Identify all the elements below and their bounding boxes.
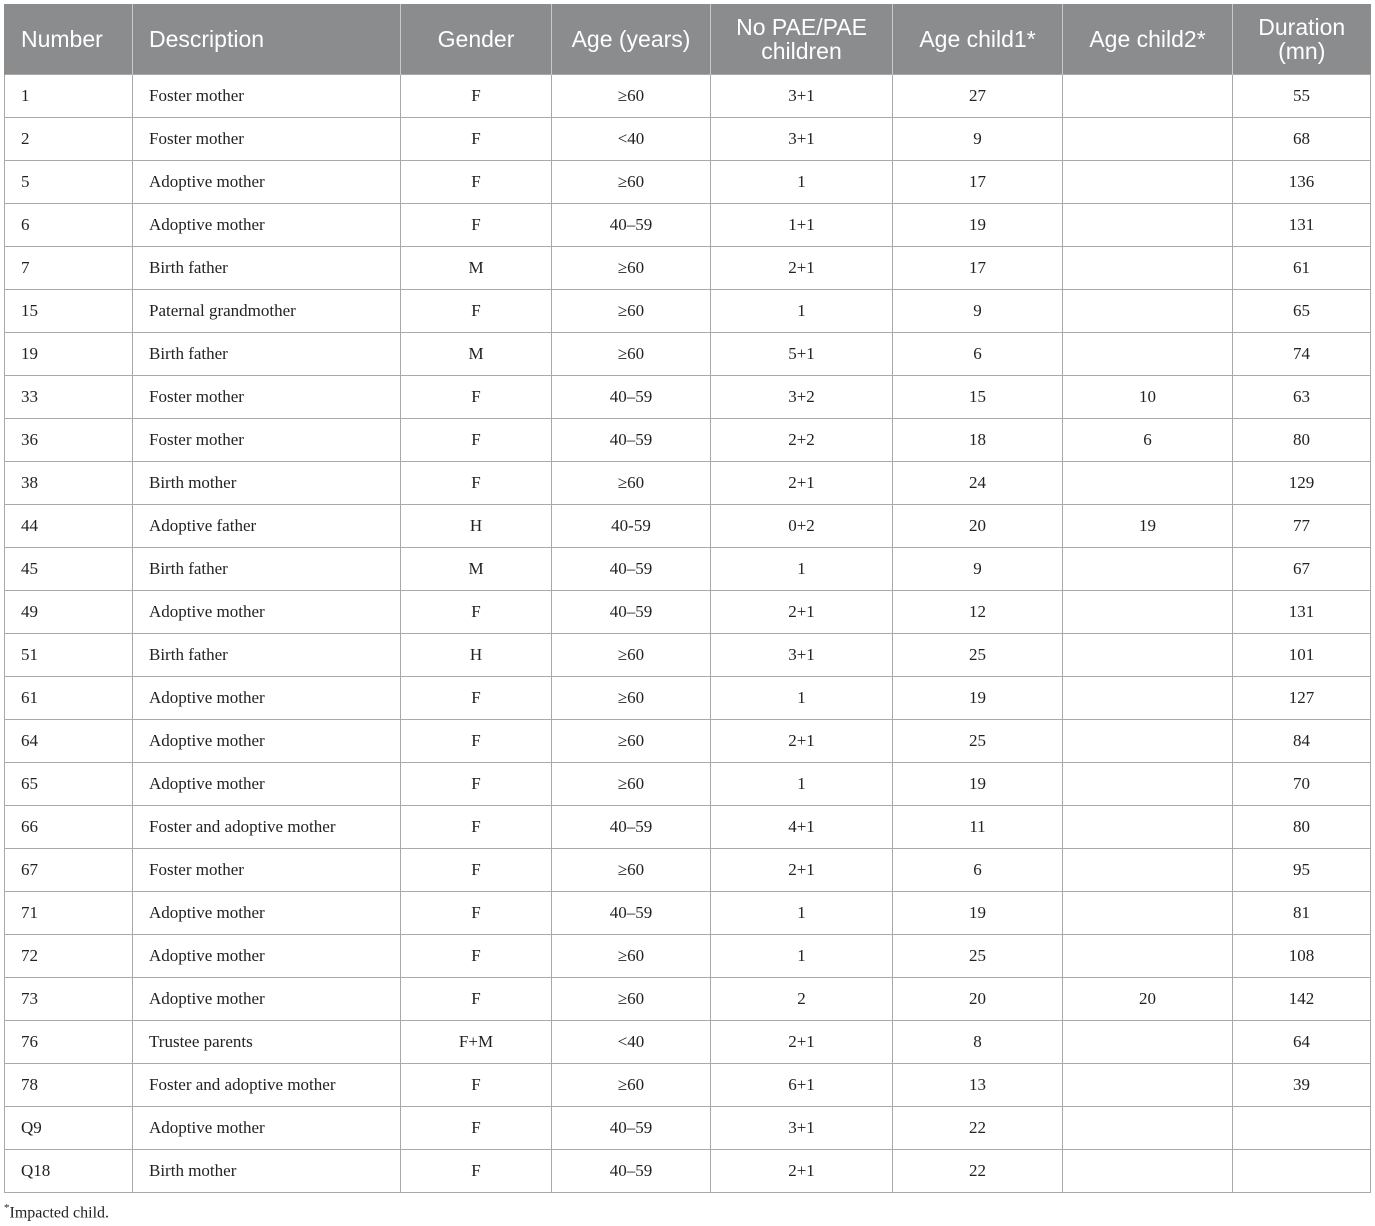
cell-gender: F <box>401 290 552 333</box>
cell-age: ≥60 <box>552 935 711 978</box>
cell-duration: 64 <box>1233 1021 1371 1064</box>
cell-age-child2 <box>1063 935 1233 978</box>
cell-age-child2 <box>1063 763 1233 806</box>
cell-age: ≥60 <box>552 75 711 118</box>
table-row <box>5 1064 1371 1107</box>
cell-age-child2 <box>1063 1064 1233 1107</box>
cell-number: 33 <box>5 376 133 419</box>
cell-gender: F <box>401 1064 552 1107</box>
column-header-number: Number <box>5 4 133 75</box>
cell-pae-children: 3+2 <box>711 376 893 419</box>
cell-duration: 77 <box>1233 505 1371 548</box>
column-header-duration: Duration (mn) <box>1233 4 1371 75</box>
cell-duration: 39 <box>1233 1064 1371 1107</box>
cell-age: ≥60 <box>552 763 711 806</box>
cell-age-child1: 9 <box>893 548 1063 591</box>
cell-age-child1: 27 <box>893 75 1063 118</box>
cell-pae-children: 0+2 <box>711 505 893 548</box>
cell-number: 78 <box>5 1064 133 1107</box>
cell-age-child2 <box>1063 204 1233 247</box>
cell-age-child2 <box>1063 290 1233 333</box>
cell-number: 6 <box>5 204 133 247</box>
cell-age: ≥60 <box>552 333 711 376</box>
cell-age-child2: 10 <box>1063 376 1233 419</box>
cell-pae-children: 3+1 <box>711 75 893 118</box>
cell-description: Foster mother <box>133 118 401 161</box>
cell-number: 44 <box>5 505 133 548</box>
cell-age: ≥60 <box>552 161 711 204</box>
cell-age-child1: 6 <box>893 333 1063 376</box>
cell-age: 40–59 <box>552 806 711 849</box>
column-header-age-child2: Age child2* <box>1063 4 1233 75</box>
cell-number: 15 <box>5 290 133 333</box>
cell-description: Adoptive mother <box>133 204 401 247</box>
cell-age-child2 <box>1063 634 1233 677</box>
cell-age-child1: 25 <box>893 634 1063 677</box>
cell-gender: F <box>401 75 552 118</box>
cell-description: Birth father <box>133 247 401 290</box>
table-row <box>5 763 1371 806</box>
cell-age-child1: 19 <box>893 677 1063 720</box>
cell-age: ≥60 <box>552 462 711 505</box>
cell-gender: F <box>401 978 552 1021</box>
cell-age-child2 <box>1063 1107 1233 1150</box>
cell-gender: F+M <box>401 1021 552 1064</box>
cell-gender: H <box>401 634 552 677</box>
cell-duration: 129 <box>1233 462 1371 505</box>
cell-duration: 65 <box>1233 290 1371 333</box>
column-header-gender: Gender <box>401 4 552 75</box>
cell-gender: H <box>401 505 552 548</box>
cell-gender: F <box>401 419 552 462</box>
cell-number: Q18 <box>5 1150 133 1193</box>
cell-duration: 95 <box>1233 849 1371 892</box>
cell-description: Adoptive mother <box>133 763 401 806</box>
cell-pae-children: 2+1 <box>711 720 893 763</box>
cell-gender: F <box>401 591 552 634</box>
cell-duration: 80 <box>1233 419 1371 462</box>
cell-pae-children: 2+1 <box>711 591 893 634</box>
cell-number: 38 <box>5 462 133 505</box>
cell-age-child2: 6 <box>1063 419 1233 462</box>
table-body <box>5 75 1371 1193</box>
cell-gender: M <box>401 548 552 591</box>
cell-age-child1: 25 <box>893 720 1063 763</box>
cell-age: <40 <box>552 118 711 161</box>
cell-age: ≥60 <box>552 1064 711 1107</box>
table-row <box>5 290 1371 333</box>
cell-age: 40–59 <box>552 376 711 419</box>
cell-gender: M <box>401 333 552 376</box>
table-header <box>5 4 1371 75</box>
cell-pae-children: 1 <box>711 677 893 720</box>
cell-duration: 67 <box>1233 548 1371 591</box>
table-row <box>5 978 1371 1021</box>
cell-description: Foster and adoptive mother <box>133 1064 401 1107</box>
cell-number: Q9 <box>5 1107 133 1150</box>
cell-age: ≥60 <box>552 849 711 892</box>
cell-age-child2 <box>1063 806 1233 849</box>
footnote-text: Impacted child. <box>9 1204 110 1222</box>
column-header-age-child1: Age child1* <box>893 4 1063 75</box>
cell-age: 40-59 <box>552 505 711 548</box>
cell-number: 76 <box>5 1021 133 1064</box>
cell-duration: 101 <box>1233 634 1371 677</box>
cell-description: Foster mother <box>133 75 401 118</box>
cell-gender: F <box>401 935 552 978</box>
cell-age: 40–59 <box>552 204 711 247</box>
cell-age-child1: 9 <box>893 118 1063 161</box>
cell-description: Adoptive mother <box>133 161 401 204</box>
cell-number: 36 <box>5 419 133 462</box>
data-table-container <box>4 4 1370 1193</box>
cell-description: Adoptive mother <box>133 1107 401 1150</box>
table-row <box>5 806 1371 849</box>
table-row <box>5 1021 1371 1064</box>
cell-description: Birth father <box>133 548 401 591</box>
cell-age-child1: 17 <box>893 161 1063 204</box>
cell-age-child2 <box>1063 677 1233 720</box>
cell-number: 2 <box>5 118 133 161</box>
cell-age-child1: 20 <box>893 505 1063 548</box>
cell-gender: F <box>401 849 552 892</box>
cell-gender: F <box>401 1150 552 1193</box>
cell-age-child1: 22 <box>893 1150 1063 1193</box>
cell-number: 7 <box>5 247 133 290</box>
cell-age-child2 <box>1063 849 1233 892</box>
cell-number: 65 <box>5 763 133 806</box>
cell-gender: F <box>401 806 552 849</box>
cell-age: 40–59 <box>552 892 711 935</box>
cell-age-child1: 20 <box>893 978 1063 1021</box>
cell-age-child2 <box>1063 720 1233 763</box>
cell-gender: F <box>401 892 552 935</box>
cell-age-child1: 15 <box>893 376 1063 419</box>
cell-pae-children: 5+1 <box>711 333 893 376</box>
cell-age-child2 <box>1063 118 1233 161</box>
cell-age-child2 <box>1063 548 1233 591</box>
footnote-marker: * <box>4 1202 10 1214</box>
table-row <box>5 548 1371 591</box>
table-row <box>5 634 1371 677</box>
cell-number: 73 <box>5 978 133 1021</box>
cell-pae-children: 2+1 <box>711 1150 893 1193</box>
cell-description: Adoptive mother <box>133 892 401 935</box>
cell-gender: M <box>401 247 552 290</box>
cell-age: ≥60 <box>552 677 711 720</box>
cell-description: Birth father <box>133 333 401 376</box>
cell-age: 40–59 <box>552 591 711 634</box>
table-row <box>5 462 1371 505</box>
cell-number: 72 <box>5 935 133 978</box>
table-row <box>5 376 1371 419</box>
table-row <box>5 935 1371 978</box>
table-row <box>5 161 1371 204</box>
cell-pae-children: 1 <box>711 763 893 806</box>
cell-age: <40 <box>552 1021 711 1064</box>
cell-number: 61 <box>5 677 133 720</box>
cell-duration: 80 <box>1233 806 1371 849</box>
cell-age-child1: 12 <box>893 591 1063 634</box>
cell-description: Paternal grandmother <box>133 290 401 333</box>
column-header-pae-children: No PAE/PAE children <box>711 4 893 75</box>
cell-duration: 55 <box>1233 75 1371 118</box>
cell-number: 1 <box>5 75 133 118</box>
table-row <box>5 505 1371 548</box>
cell-gender: F <box>401 161 552 204</box>
cell-gender: F <box>401 720 552 763</box>
cell-age-child1: 9 <box>893 290 1063 333</box>
cell-duration: 63 <box>1233 376 1371 419</box>
column-header-age: Age (years) <box>552 4 711 75</box>
cell-number: 64 <box>5 720 133 763</box>
cell-pae-children: 2+2 <box>711 419 893 462</box>
table-row <box>5 419 1371 462</box>
cell-pae-children: 4+1 <box>711 806 893 849</box>
table-row <box>5 849 1371 892</box>
cell-age-child1: 19 <box>893 892 1063 935</box>
cell-age-child1: 18 <box>893 419 1063 462</box>
cell-description: Birth mother <box>133 462 401 505</box>
cell-age-child1: 8 <box>893 1021 1063 1064</box>
cell-duration <box>1233 1107 1371 1150</box>
cell-number: 71 <box>5 892 133 935</box>
cell-duration: 61 <box>1233 247 1371 290</box>
cell-description: Foster mother <box>133 419 401 462</box>
cell-duration: 131 <box>1233 204 1371 247</box>
cell-age-child1: 25 <box>893 935 1063 978</box>
cell-duration: 131 <box>1233 591 1371 634</box>
cell-pae-children: 1 <box>711 290 893 333</box>
table-row <box>5 720 1371 763</box>
cell-age-child2: 20 <box>1063 978 1233 1021</box>
cell-age-child1: 24 <box>893 462 1063 505</box>
cell-age-child1: 19 <box>893 763 1063 806</box>
cell-duration: 108 <box>1233 935 1371 978</box>
cell-description: Foster mother <box>133 376 401 419</box>
cell-description: Foster mother <box>133 849 401 892</box>
cell-age: 40–59 <box>552 548 711 591</box>
cell-description: Birth mother <box>133 1150 401 1193</box>
table-row <box>5 1107 1371 1150</box>
cell-pae-children: 1 <box>711 935 893 978</box>
table-row <box>5 204 1371 247</box>
cell-age-child1: 22 <box>893 1107 1063 1150</box>
cell-description: Foster and adoptive mother <box>133 806 401 849</box>
cell-number: 66 <box>5 806 133 849</box>
cell-age-child1: 13 <box>893 1064 1063 1107</box>
cell-number: 67 <box>5 849 133 892</box>
cell-pae-children: 3+1 <box>711 118 893 161</box>
cell-description: Birth father <box>133 634 401 677</box>
table-row <box>5 1150 1371 1193</box>
cell-age: ≥60 <box>552 247 711 290</box>
cell-age-child2 <box>1063 1150 1233 1193</box>
cell-age-child2 <box>1063 247 1233 290</box>
table-row <box>5 333 1371 376</box>
cell-duration: 70 <box>1233 763 1371 806</box>
cell-duration <box>1233 1150 1371 1193</box>
cell-pae-children: 1+1 <box>711 204 893 247</box>
cell-description: Trustee parents <box>133 1021 401 1064</box>
header-row <box>5 4 1371 75</box>
cell-pae-children: 1 <box>711 161 893 204</box>
cell-description: Adoptive mother <box>133 935 401 978</box>
cell-pae-children: 2+1 <box>711 247 893 290</box>
cell-age: ≥60 <box>552 290 711 333</box>
cell-duration: 84 <box>1233 720 1371 763</box>
cell-age-child1: 19 <box>893 204 1063 247</box>
cell-age-child2: 19 <box>1063 505 1233 548</box>
cell-number: 19 <box>5 333 133 376</box>
cell-duration: 81 <box>1233 892 1371 935</box>
cell-age: ≥60 <box>552 978 711 1021</box>
cell-gender: F <box>401 376 552 419</box>
cell-description: Adoptive father <box>133 505 401 548</box>
cell-description: Adoptive mother <box>133 978 401 1021</box>
cell-gender: F <box>401 462 552 505</box>
cell-age: ≥60 <box>552 720 711 763</box>
cell-age-child1: 17 <box>893 247 1063 290</box>
cell-age: 40–59 <box>552 1107 711 1150</box>
column-header-description: Description <box>133 4 401 75</box>
cell-number: 49 <box>5 591 133 634</box>
cell-gender: F <box>401 118 552 161</box>
cell-duration: 74 <box>1233 333 1371 376</box>
cell-age: 40–59 <box>552 419 711 462</box>
table-row <box>5 591 1371 634</box>
cell-duration: 142 <box>1233 978 1371 1021</box>
cell-age-child1: 11 <box>893 806 1063 849</box>
cell-pae-children: 2+1 <box>711 849 893 892</box>
cell-number: 5 <box>5 161 133 204</box>
table-row <box>5 677 1371 720</box>
table-row <box>5 75 1371 118</box>
cell-age-child2 <box>1063 591 1233 634</box>
cell-description: Adoptive mother <box>133 677 401 720</box>
cell-pae-children: 3+1 <box>711 634 893 677</box>
cell-pae-children: 1 <box>711 548 893 591</box>
cell-duration: 136 <box>1233 161 1371 204</box>
table-row <box>5 247 1371 290</box>
cell-number: 51 <box>5 634 133 677</box>
table-footnote <box>4 1202 109 1222</box>
cell-pae-children: 6+1 <box>711 1064 893 1107</box>
cell-number: 45 <box>5 548 133 591</box>
cell-age-child2 <box>1063 1021 1233 1064</box>
cell-gender: F <box>401 1107 552 1150</box>
cell-description: Adoptive mother <box>133 591 401 634</box>
cell-gender: F <box>401 677 552 720</box>
cell-duration: 68 <box>1233 118 1371 161</box>
cell-description: Adoptive mother <box>133 720 401 763</box>
cell-age-child2 <box>1063 161 1233 204</box>
table-row <box>5 892 1371 935</box>
table-row <box>5 118 1371 161</box>
cell-pae-children: 3+1 <box>711 1107 893 1150</box>
cell-pae-children: 2+1 <box>711 462 893 505</box>
cell-gender: F <box>401 763 552 806</box>
cell-gender: F <box>401 204 552 247</box>
cell-age-child2 <box>1063 892 1233 935</box>
cell-duration: 127 <box>1233 677 1371 720</box>
cell-age-child1: 6 <box>893 849 1063 892</box>
cell-age-child2 <box>1063 75 1233 118</box>
cell-pae-children: 1 <box>711 892 893 935</box>
cell-pae-children: 2 <box>711 978 893 1021</box>
cell-pae-children: 2+1 <box>711 1021 893 1064</box>
participants-table <box>4 4 1371 1193</box>
cell-age-child2 <box>1063 462 1233 505</box>
cell-age-child2 <box>1063 333 1233 376</box>
cell-age: ≥60 <box>552 634 711 677</box>
cell-age: 40–59 <box>552 1150 711 1193</box>
